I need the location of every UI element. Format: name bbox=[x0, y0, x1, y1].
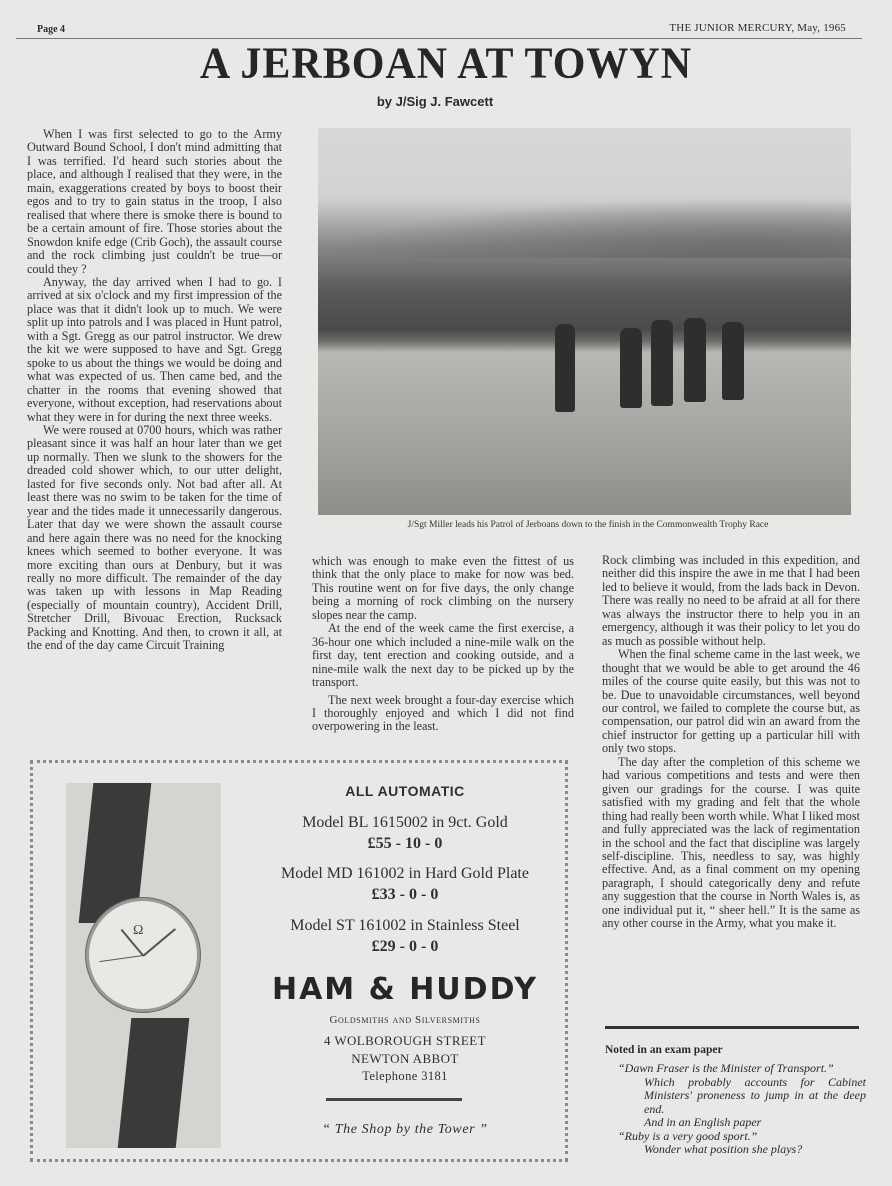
byline: by J/Sig J. Fawcett bbox=[376, 94, 494, 109]
quote-line: Which probably accounts for Cabinet Ministers' proneness to jump in at the deep end. bbox=[644, 1074, 866, 1116]
paragraph: We were roused at 0700 hours, which was rather pleasant since it was half an hour later than we get up normally. Then we slunk to the showers for the dreaded cold shower which, to our utter delight, lasted for five seconds only. Not bad after all. At least there was no swim to be taken for the time of year and the tides made it unnecessarily dangerous. Later that day we were shown the assault course and here again there was no need for the knocking knees which seemed to bother everyone. It was more exciting than ours at Denbury, but it was really no more difficult. The remainder of the day was taken up with lessons in Map Reading (especially of mountain country), Accident Drill, Stretcher Drill, Bivouac Erection, Rucksack Packing and Knotting. And then, to crown it all, at the end of the day came Circuit Training bbox=[27, 422, 282, 653]
column-divider bbox=[605, 1026, 859, 1029]
paragraph: The next week brought a four-day exercise which I thoroughly enjoyed and which I did not find overpowering in the least. bbox=[312, 692, 574, 734]
ad-model-price: £55 - 10 - 0 bbox=[367, 835, 443, 852]
page-number: Page 4 bbox=[37, 24, 66, 35]
paragraph: At the end of the week came the first exercise, a 36-hour one which included a nine-mile walk on the first day, tent erection and cooking outside, and a nine-mile walk the next day to be picked up by the transport. bbox=[312, 621, 574, 690]
ad-model-name: Model MD 161002 in Hard Gold Plate bbox=[281, 865, 529, 882]
quote-line: And in an English paper bbox=[644, 1115, 762, 1129]
ad-trade: Goldsmiths and Silversmiths bbox=[329, 1014, 481, 1026]
paragraph: Anyway, the day arrived when I had to go. I arrived at six o'clock and my first impression of the place was that it didn't look up to much. We were split up into patrols and I was placed in Hunt patrol, with a Sgt. Gregg as our patrol instructor. We drew the kit we were supposed to have and Sgt. Gregg spoke to us about the things we would be doing and what was expected of us. Then came bed, and the chatter in the rooms that evening showed that everyone, without exception, had reservations about what they were in for during the next three weeks. bbox=[27, 274, 282, 424]
photo-figure bbox=[620, 328, 642, 408]
ad-model-name: Model BL 1615002 in 9ct. Gold bbox=[302, 814, 508, 831]
omega-logo-icon: Ω bbox=[133, 923, 144, 938]
ad-model-price: £33 - 0 - 0 bbox=[371, 886, 439, 903]
watch-photo bbox=[66, 783, 221, 1148]
photo-figure bbox=[555, 324, 575, 412]
quote-line: Wonder what position she plays? bbox=[644, 1142, 803, 1156]
article-column-1 bbox=[27, 128, 282, 653]
ad-headline: ALL AUTOMATIC bbox=[345, 783, 465, 799]
ad-address-line: NEWTON ABBOT bbox=[351, 1051, 459, 1066]
quote-line: “Dawn Fraser is the Minister of Transport.” bbox=[618, 1061, 834, 1075]
paragraph: which was enough to make even the fittest of us think that the only place to make for now was bed. This routine went on for five days, the only change being a morning of rock climbing on the nursery slopes near the camp. bbox=[312, 554, 574, 622]
ad-model-name: Model ST 161002 in Stainless Steel bbox=[290, 917, 520, 934]
ad-slogan: “ The Shop by the Tower ” bbox=[322, 1122, 488, 1137]
watch-strap bbox=[117, 1018, 190, 1148]
article-title: A JERBOAN AT TOWYN bbox=[199, 39, 693, 89]
paragraph: The day after the completion of this scheme we had various competitions and tests and were then given our gradings for the course. I was quite satisfied with my grading and felt that the whole thing had really been worth while. What I liked most and fully appreciated was the lack of regimentation in the school and the fact that discipline was largely self-discipline. This, needless to say, was highly effective. And, as a final comment on my opening paragraph, I should categorically deny and refute any suggestion that the course in North Wales is, as one individual put it, “ sheer hell.” It is the same as any other course in the Army, what you make it. bbox=[602, 754, 860, 931]
photo-figure bbox=[684, 318, 706, 402]
paragraph: When the final scheme came in the last week, we thought that we would be able to get around the 46 miles of the course quite easily, but this was not to be. Due to unavoidable circumstances, well beyond our control, we failed to complete the course but, as compensation, our patrol did win an award from the chief instructor for getting up a particular hill with only two stops. bbox=[602, 647, 860, 756]
quote-line: “Ruby is a very good sport.” bbox=[618, 1128, 758, 1143]
photo-figure bbox=[722, 322, 744, 400]
paragraph: Rock climbing was included in this expedition, and neither did this inspire the awe in me that I had been led to believe it would, from the lads back in Devon. There was really no need to be afraid at all for there was always the instructor there to help you in an emergency, although it was their policy to let you do as much as possible without help. bbox=[602, 553, 860, 648]
watch-face bbox=[86, 898, 200, 1012]
ad-brand: HAM & HUDDY bbox=[271, 972, 539, 1007]
photo-hills bbox=[318, 198, 851, 258]
noted-quotes bbox=[618, 1062, 866, 1157]
ad-model-price: £29 - 0 - 0 bbox=[371, 938, 439, 955]
article-column-3 bbox=[602, 554, 860, 931]
photo-caption: J/Sgt Miller leads his Patrol of Jerboans down to the finish in the Commonwealth Trophy Race bbox=[407, 520, 769, 530]
article-photo bbox=[318, 128, 851, 515]
ad-address-line: 4 WOLBOROUGH STREET bbox=[324, 1033, 486, 1048]
paragraph: When I was first selected to go to the Army Outward Bound School, I don't mind admitting that I was terrified. I'd heard such stories about the place, and although I realised that they were, in the main, exaggerations created by boys to boost their egos and to try to gain status in the troop, I also realised that where there is smoke there is bound to be a certain amount of fire. Those stories about the Snowdon knife edge (Crib Goch), the assault course and the rock climbing just couldn't be true—or could they ? bbox=[27, 127, 282, 276]
watch-hand bbox=[143, 928, 176, 956]
photo-figure bbox=[651, 320, 673, 406]
article-column-2 bbox=[312, 555, 574, 734]
running-head: THE JUNIOR MERCURY, May, 1965 bbox=[669, 22, 846, 34]
ad-telephone: Telephone 3181 bbox=[362, 1069, 448, 1083]
noted-heading: Noted in an exam paper bbox=[605, 1044, 723, 1056]
watch-hand bbox=[99, 955, 143, 962]
ad-divider bbox=[326, 1098, 462, 1101]
